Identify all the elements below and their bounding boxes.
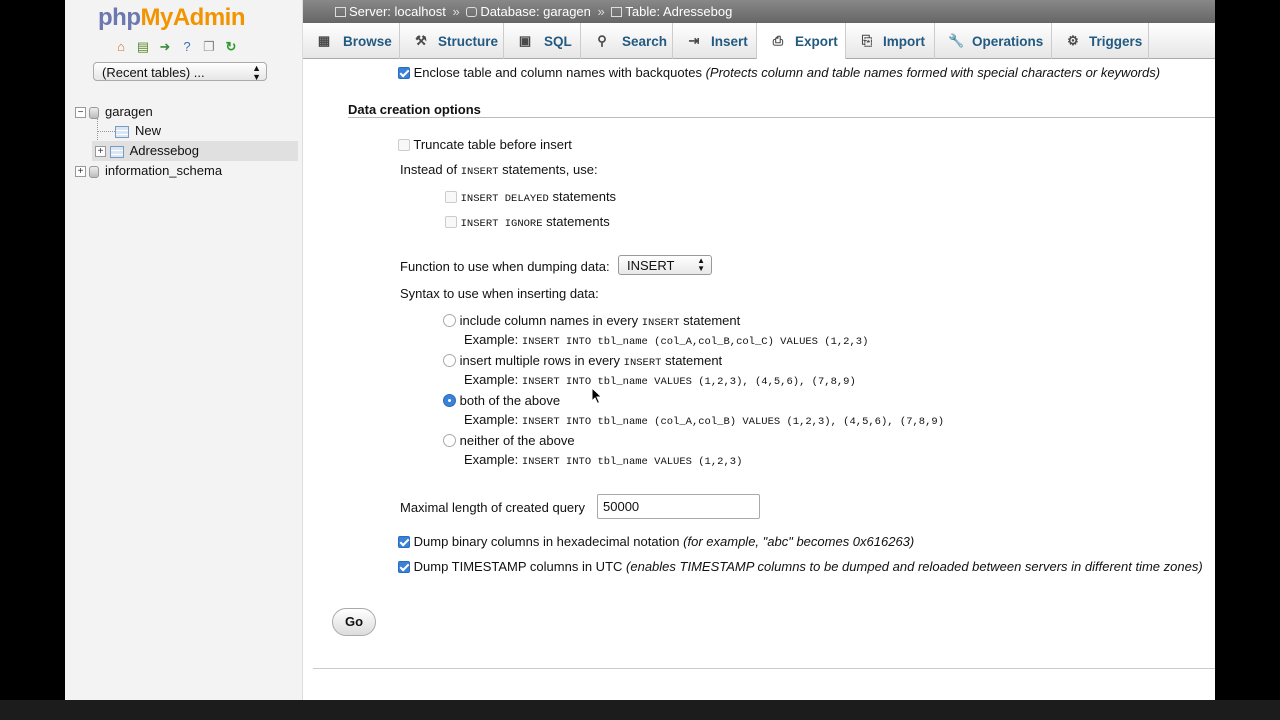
instead-of-label — [400, 162, 598, 178]
bottom-divider — [313, 668, 1215, 669]
example-code: INSERT INTO tbl_name VALUES (1,2,3), (4,5,6), (7,8,9) — [521, 376, 856, 388]
recent-tables-label: (Recent tables) ... — [102, 65, 205, 80]
database-icon — [89, 107, 99, 119]
tree-label-new: New — [135, 123, 162, 138]
table-icon — [110, 146, 124, 158]
breadcrumb — [303, 0, 1215, 23]
logo-my: My — [140, 4, 173, 31]
tab-label: SQL — [544, 34, 572, 49]
tab-export[interactable] — [757, 23, 846, 59]
truncate-label: Truncate table before insert — [413, 137, 572, 152]
example-code: INSERT INTO tbl_name (col_A,col_B,col_C) VALUES (1,2,3) — [521, 336, 869, 348]
syntax-example — [464, 332, 868, 348]
tree-item-adressebog[interactable] — [92, 141, 298, 161]
max-length-value: 50000 — [603, 499, 640, 514]
option-text: both of the above — [459, 393, 561, 408]
tab-search[interactable] — [581, 23, 673, 59]
section-divider — [348, 117, 1215, 118]
insert-delayed-option — [445, 189, 616, 205]
syntax-option-both — [443, 393, 560, 408]
example-code: INSERT INTO tbl_name VALUES (1,2,3) — [521, 456, 743, 468]
tab-insert[interactable] — [673, 23, 757, 59]
insert-ignore-suffix: statements — [546, 214, 610, 229]
option-text: neither of the above — [459, 433, 575, 448]
main-panel — [303, 0, 1215, 700]
syntax-example — [464, 372, 856, 388]
function-label: Function to use when dumping data: — [400, 259, 610, 274]
example-label: Example: — [464, 412, 519, 427]
example-label: Example: — [464, 452, 519, 467]
function-select[interactable] — [618, 255, 712, 275]
reload-icon[interactable]: ↻ — [225, 39, 237, 54]
breadcrumb-server[interactable]: Server: localhost — [349, 4, 446, 19]
browser-frame — [65, 0, 1215, 700]
expand-icon[interactable]: + — [95, 146, 106, 157]
insert-ignore-keyword: INSERT IGNORE — [460, 218, 543, 230]
tree-connector — [97, 131, 115, 132]
structure-icon: ⚒ — [415, 33, 427, 48]
syntax-option-neither — [443, 433, 575, 448]
tab-structure[interactable] — [400, 23, 504, 59]
window-edge — [1215, 0, 1280, 700]
export-options — [303, 59, 1215, 700]
search-icon: ⚲ — [597, 33, 607, 48]
syntax-example — [464, 452, 742, 468]
syntax-radio-column-names[interactable] — [443, 314, 456, 327]
tab-label: Operations — [972, 34, 1044, 49]
mouse-cursor-icon — [591, 387, 603, 405]
section-title: Data creation options — [348, 102, 481, 117]
truncate-checkbox[interactable] — [398, 139, 410, 151]
exit-icon[interactable]: ➜ — [159, 39, 171, 54]
syntax-label: Syntax to use when inserting data: — [400, 286, 599, 301]
select-arrows-icon: ▲ ▼ — [697, 256, 705, 273]
phpmyadmin-logo[interactable] — [98, 4, 245, 32]
server-icon — [335, 7, 346, 17]
triggers-icon: ⚙ — [1067, 33, 1079, 48]
tab-label: Structure — [438, 34, 499, 49]
tree-item-garagen[interactable] — [75, 102, 153, 122]
logo-admin: Admin — [172, 4, 245, 31]
syntax-option-multiple-rows — [443, 353, 722, 369]
table-icon — [611, 7, 622, 17]
tree-label-garagen: garagen — [105, 104, 153, 119]
example-label: Example: — [464, 332, 519, 347]
tab-label: Browse — [343, 34, 392, 49]
expand-icon[interactable]: + — [75, 166, 86, 177]
syntax-option-column-names — [443, 313, 740, 329]
breadcrumb-table[interactable]: Table: Adressebog — [625, 4, 733, 19]
utc-option — [398, 559, 1203, 574]
database-icon — [89, 166, 99, 178]
browse-icon: ▦ — [317, 33, 331, 48]
tree-label-adressebog: Adressebog — [129, 143, 200, 158]
option-text: include column names in every — [459, 313, 639, 328]
bottom-bar — [0, 700, 1280, 720]
import-icon: ⎘ — [861, 33, 873, 48]
operations-icon: 🔧 — [948, 33, 965, 48]
insert-ignore-option — [445, 214, 610, 230]
syntax-example — [464, 412, 944, 428]
backquotes-option — [398, 65, 1160, 80]
tab-bar — [303, 23, 1215, 59]
hex-option — [398, 534, 914, 549]
tab-label: Search — [622, 34, 668, 49]
breadcrumb-database[interactable]: Database: garagen — [480, 4, 591, 19]
hex-label: Dump binary columns in hexadecimal notation — [413, 534, 680, 549]
insert-ignore-checkbox[interactable] — [445, 216, 457, 228]
hex-note: (for example, "abc" becomes 0x616263) — [683, 534, 915, 549]
hex-checkbox[interactable] — [398, 536, 410, 548]
nav-icon-bar — [113, 39, 239, 55]
utc-label: Dump TIMESTAMP columns in UTC — [413, 559, 623, 574]
tab-label: Import — [883, 34, 925, 49]
navigation-panel — [65, 0, 303, 700]
go-button[interactable]: Go — [332, 608, 376, 636]
tab-operations[interactable] — [935, 23, 1052, 59]
tab-label: Export — [795, 34, 838, 49]
tab-triggers[interactable] — [1052, 23, 1149, 59]
backquotes-note: (Protects column and table names formed with special characters or keywords) — [705, 65, 1161, 80]
export-icon: ⎙ — [772, 33, 784, 48]
help-icon[interactable]: ? — [183, 39, 191, 54]
syntax-radio-neither[interactable] — [443, 434, 456, 447]
select-arrows-icon: ▲ ▼ — [252, 63, 261, 82]
option-text-suffix: statement — [665, 353, 723, 368]
logo-php: php — [98, 4, 141, 31]
instead-of-prefix: Instead of — [400, 162, 458, 177]
example-label: Example: — [464, 372, 519, 387]
recent-tables-select[interactable] — [93, 62, 267, 81]
tree-item-new[interactable] — [115, 121, 161, 141]
insert-delayed-checkbox[interactable] — [445, 191, 457, 203]
instead-of-suffix: statements, use: — [502, 162, 598, 177]
tab-browse[interactable] — [303, 23, 400, 59]
docs-icon[interactable]: ❐ — [203, 39, 215, 54]
sql-icon: ▣ — [518, 33, 532, 48]
tab-label: Triggers — [1089, 34, 1143, 49]
syntax-radio-multiple-rows[interactable] — [443, 354, 456, 367]
option-text-suffix: statement — [683, 313, 741, 328]
option-text: insert multiple rows in every — [459, 353, 621, 368]
database-icon[interactable]: ▤ — [136, 39, 150, 54]
example-code: INSERT INTO tbl_name (col_A,col_B) VALUES (1,2,3), (4,5,6), (7,8,9) — [521, 416, 944, 428]
utc-note: (enables TIMESTAMP columns to be dumped and reloaded between servers in different time zones) — [626, 559, 1203, 574]
insert-delayed-suffix: statements — [552, 189, 617, 204]
option-keyword: INSERT — [641, 317, 680, 329]
breadcrumb-separator: » — [452, 4, 460, 19]
function-value: INSERT — [627, 258, 675, 273]
instead-of-keyword: INSERT — [460, 166, 499, 178]
option-keyword: INSERT — [623, 357, 662, 369]
tree-item-information-schema[interactable] — [75, 161, 222, 181]
tab-import[interactable] — [846, 23, 935, 59]
insert-icon: ⇥ — [688, 33, 700, 48]
truncate-option — [398, 137, 572, 152]
new-table-icon — [115, 126, 129, 138]
max-length-label: Maximal length of created query — [400, 500, 585, 515]
utc-checkbox[interactable] — [398, 561, 410, 573]
home-icon[interactable]: ⌂ — [117, 39, 125, 54]
insert-delayed-keyword: INSERT DELAYED — [460, 193, 549, 205]
max-length-input[interactable] — [597, 494, 760, 519]
database-icon — [466, 7, 477, 17]
backquotes-label: Enclose table and column names with backquotes — [413, 65, 702, 80]
tree-label-information-schema: information_schema — [105, 163, 223, 178]
tab-label: Insert — [711, 34, 748, 49]
breadcrumb-separator: » — [597, 4, 605, 19]
syntax-radio-both[interactable] — [443, 394, 456, 407]
backquotes-checkbox[interactable] — [398, 67, 410, 79]
tab-sql[interactable] — [504, 23, 581, 59]
collapse-icon[interactable]: − — [75, 107, 86, 118]
